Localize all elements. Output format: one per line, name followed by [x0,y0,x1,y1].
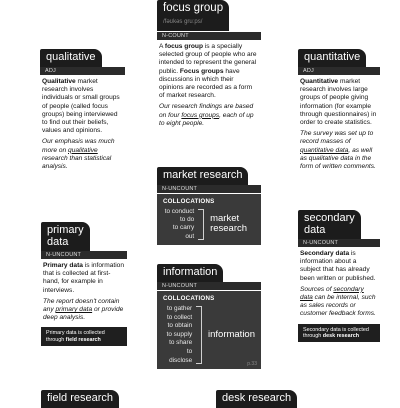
example [300,286,378,319]
headword-line: secondary [304,212,355,224]
example-text: , each of up to eight people. [159,111,254,127]
example-text: The survey was set up to record masses of [300,130,374,146]
def-text: have discussions in which their opinions are recorded as a form of market research. [159,67,253,100]
example-text: Our emphasis was much more on [42,138,115,154]
example-highlight: focus groups [181,111,220,119]
note-link[interactable]: field research [65,336,101,343]
entry-field-research [41,388,119,408]
collocations-label: COLLOCATIONS [163,198,215,205]
definition-card [298,247,380,323]
def-text: A [159,43,165,50]
definition [300,250,378,283]
headword: desk research [216,390,297,408]
example-highlight: qualitative [68,146,98,154]
collocation-verb: to carry out [172,224,195,240]
headword-line: primary [47,224,84,236]
entry-information [157,262,261,369]
part-of-speech: ADJ [40,67,125,75]
brace-divider [196,306,202,364]
headword [298,210,361,239]
collocation-verbs [163,208,198,241]
pronunciation: /fəʊkəs ɡruːps/ [163,19,203,25]
example-text: Our research findings are based on four [159,103,254,119]
note-text: Primary data is collected through [46,330,105,343]
headword: qualitative [40,49,102,67]
headword: field research [41,390,119,408]
headword-line: data [304,224,326,236]
def-bold: Qualitative [42,78,76,85]
definition-card [298,75,380,171]
headword: focus group [163,2,224,14]
example-text: or provide deep analysis. [43,306,124,322]
collocation-head: information [208,328,255,340]
def-bold: Secondary data [300,250,350,257]
entry-quantitative [298,47,380,174]
example [42,138,123,171]
headword: information [157,264,223,282]
collocations-panel [157,194,261,245]
part-of-speech: N-UNCOUNT [41,251,127,259]
definition [159,43,259,100]
page-reference: p.33 [247,361,257,368]
entry-title [157,0,229,31]
example-highlight: primary data [55,306,93,314]
brace-divider [198,209,204,240]
def-text: market research involves individuals or small groups of people (called focus groups) being interviewed to find out their beliefs, values and opinions. [42,78,120,135]
collocations-panel [157,291,261,369]
example-text: research than statistical analysis. [42,154,112,171]
example-text: , as well as qualitative data in the form of written comments. [300,146,376,171]
def-bold: Primary data [43,262,83,269]
definition [42,78,123,135]
example-highlight: quantitative data [300,146,349,154]
example-text: Sources of [300,285,334,293]
headword-line: data [47,236,69,248]
example [43,298,125,323]
entry-market-research [157,165,261,245]
collocation-verb: to supply [166,330,193,338]
part-of-speech: ADJ [298,67,380,75]
note-text: Secondary data is collected through [303,326,369,340]
example-highlight: secondary data [300,285,364,302]
def-bold: Quantitative [300,78,339,85]
note-link[interactable]: desk research [322,333,360,340]
definition [300,78,378,127]
collocation-verb: to do [179,216,195,224]
entry-qualitative [40,47,125,174]
example [300,130,378,171]
headword: market research [157,167,248,185]
cross-reference-note [41,327,127,346]
def-text: market research involves large groups of people giving information (for example through questionnaires) in order to create statistics. [300,78,377,127]
definition [43,262,125,295]
collocation-verbs [163,305,196,365]
def-text: is information about a subject that has already been written or published. [300,250,376,282]
entry-focus-group [157,0,261,131]
def-text: is a specially selected group of people who are intended to represent the general public. [159,43,257,75]
definition-card [41,259,127,326]
collocations-label: COLLOCATIONS [163,295,215,302]
headword: quantitative [298,49,366,67]
part-of-speech: N-COUNT [157,32,261,40]
definition-card [157,40,261,128]
def-text: is information that is collected at first-hand, for example in interviews. [43,262,124,294]
example-text: can be internal, such as sales records or customer feedback forms. [300,294,376,318]
collocation-verb: to conduct [164,208,195,215]
collocation-verb: to disclose [169,347,193,364]
definition-card [40,75,125,171]
def-bold: focus group [164,43,203,50]
collocations-list [163,305,255,365]
part-of-speech: N-UNCOUNT [298,239,380,247]
collocation-head: market research [210,212,248,235]
part-of-speech: N-UNCOUNT [157,185,261,193]
collocation-verb: to collect [166,313,193,321]
entry-desk-research [216,388,297,408]
example [159,103,259,128]
collocation-verb: to share [169,339,193,347]
cross-reference-note [298,324,380,343]
entry-secondary-data [298,210,380,342]
headword [41,222,90,251]
def-bold: Focus groups [179,67,224,75]
collocations-list [163,208,255,241]
part-of-speech: N-UNCOUNT [157,282,261,290]
collocation-verb: to obtain [167,322,193,330]
collocation-verb: to gather [166,305,193,312]
example-text: The report doesn't contain any [43,297,120,314]
entry-primary-data [41,222,127,346]
